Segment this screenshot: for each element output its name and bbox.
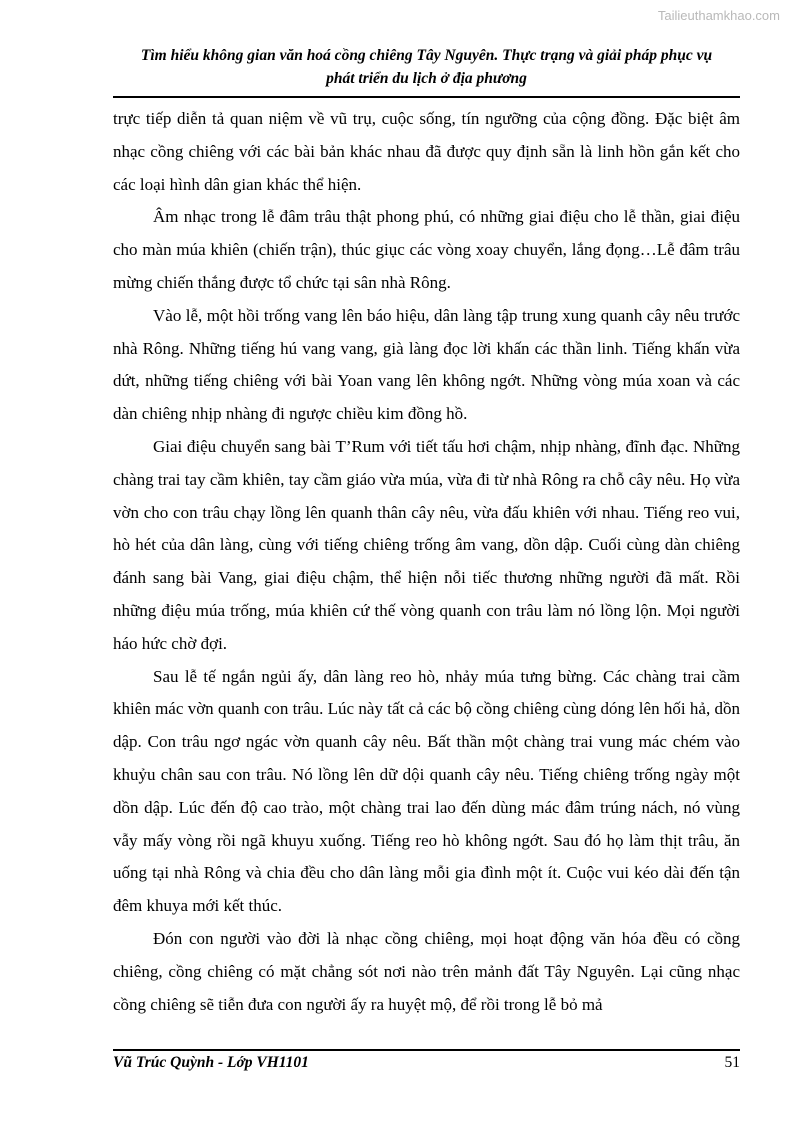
paragraph: Đón con người vào đời là nhạc cồng chiêng, mọi hoạt động văn hóa đều có cồng chiêng, cồng chiêng có mặt chẳng sót nơi nào trên mảnh đất Tây Nguyên. Lại cũng nhạc cồng chiêng sẽ tiễn đưa con người ấy ra huyệt mộ, để rồi trong lễ bỏ mả: [113, 928, 740, 1014]
document-title-line1: Tìm hiểu không gian văn hoá cồng chiêng Tây Nguyên. Thực trạng và giải pháp phục vụ: [140, 47, 713, 64]
paragraph: trực tiếp diễn tả quan niệm về vũ trụ, cuộc sống, tín ngưỡng của cộng đồng. Đặc biệt âm nhạc cồng chiêng với các bài bản khác nhau đã được quy định sẵn là linh hồn gắn kết cho các loại hình dân gian khác thể hiện.: [113, 109, 740, 194]
header-divider: [113, 96, 740, 98]
footer-author: Vũ Trúc Quỳnh - Lớp VH1101: [113, 1054, 309, 1071]
watermark: Tailieuthamkhao.com: [657, 8, 780, 23]
page-footer: [113, 1054, 740, 1072]
paragraph: Giai điệu chuyển sang bài T’Rum với tiết tấu hơi chậm, nhịp nhàng, đĩnh đạc. Những chàng trai tay cầm khiên, tay cầm giáo vừa múa, vừa đi từ nhà Rông ra chỗ cây nêu. Họ vừa vờn cho con trâu chạy lồng lên quanh thân cây nêu, vừa đấu khiên với nhau. Tiếng reo vui, hò hét của dân làng, cùng với tiếng chiêng trống âm vang, dồn dập. Cuối cùng dàn chiêng đánh sang bài Vang, giai điệu chậm, thể hiện nỗi tiếc thương những người đã mất. Rồi những điệu múa trống, múa khiên cứ thế vòng quanh con trâu làm nó lồng lộn. Mọi người háo hức chờ đợi.: [113, 436, 740, 653]
document-title-line2: phát triển du lịch ở địa phương: [326, 70, 527, 88]
footer-divider: [113, 1049, 740, 1051]
document-body: [113, 103, 740, 1021]
paragraph: Vào lễ, một hồi trống vang lên báo hiệu, dân làng tập trung xung quanh cây nêu trước nhà Rông. Những tiếng hú vang vang, già làng đọc lời khấn các thần linh. Tiếng khấn vừa dứt, những tiếng chiêng với bài Yoan vang lên không ngớt. Những vòng múa xoan và các dàn chiêng nhịp nhàng đi ngược chiều kim đồng hồ.: [113, 305, 740, 424]
paragraph: Âm nhạc trong lễ đâm trâu thật phong phú, có những giai điệu cho lễ thần, giai điệu cho màn múa khiên (chiến trận), thúc giục các vòng xoay chuyển, lắng đọng…Lễ đâm trâu mừng chiến thắng được tổ chức tại sân nhà Rông.: [113, 207, 740, 292]
paragraph: Sau lễ tế ngắn ngủi ấy, dân làng reo hò, nhảy múa tưng bừng. Các chàng trai cầm khiên mác vờn quanh con trâu. Lúc này tất cả các bộ cồng chiêng cùng dóng lên hối hả, dồn dập. Con trâu ngơ ngác vờn quanh cây nêu. Bất thần một chàng trai vung mác chém vào khuỷu chân sau con trâu. Nó lồng lên dữ dội quanh cây nêu. Tiếng chiêng trống ngày một dồn dập. Lúc đến độ cao trào, một chàng trai lao đến dùng mác đâm trúng nách, nó vùng vẫy mấy vòng rồi ngã khuyu xuống. Tiếng reo hò không ngớt. Sau đó họ làm thịt trâu, ăn uống tại nhà Rông và chia đều cho dân làng mỗi gia đình một ít. Cuộc vui kéo dài đến tận đêm khuya mới kết thúc.: [113, 666, 740, 916]
page-header: [113, 44, 740, 91]
page-number: 51: [724, 1054, 740, 1071]
